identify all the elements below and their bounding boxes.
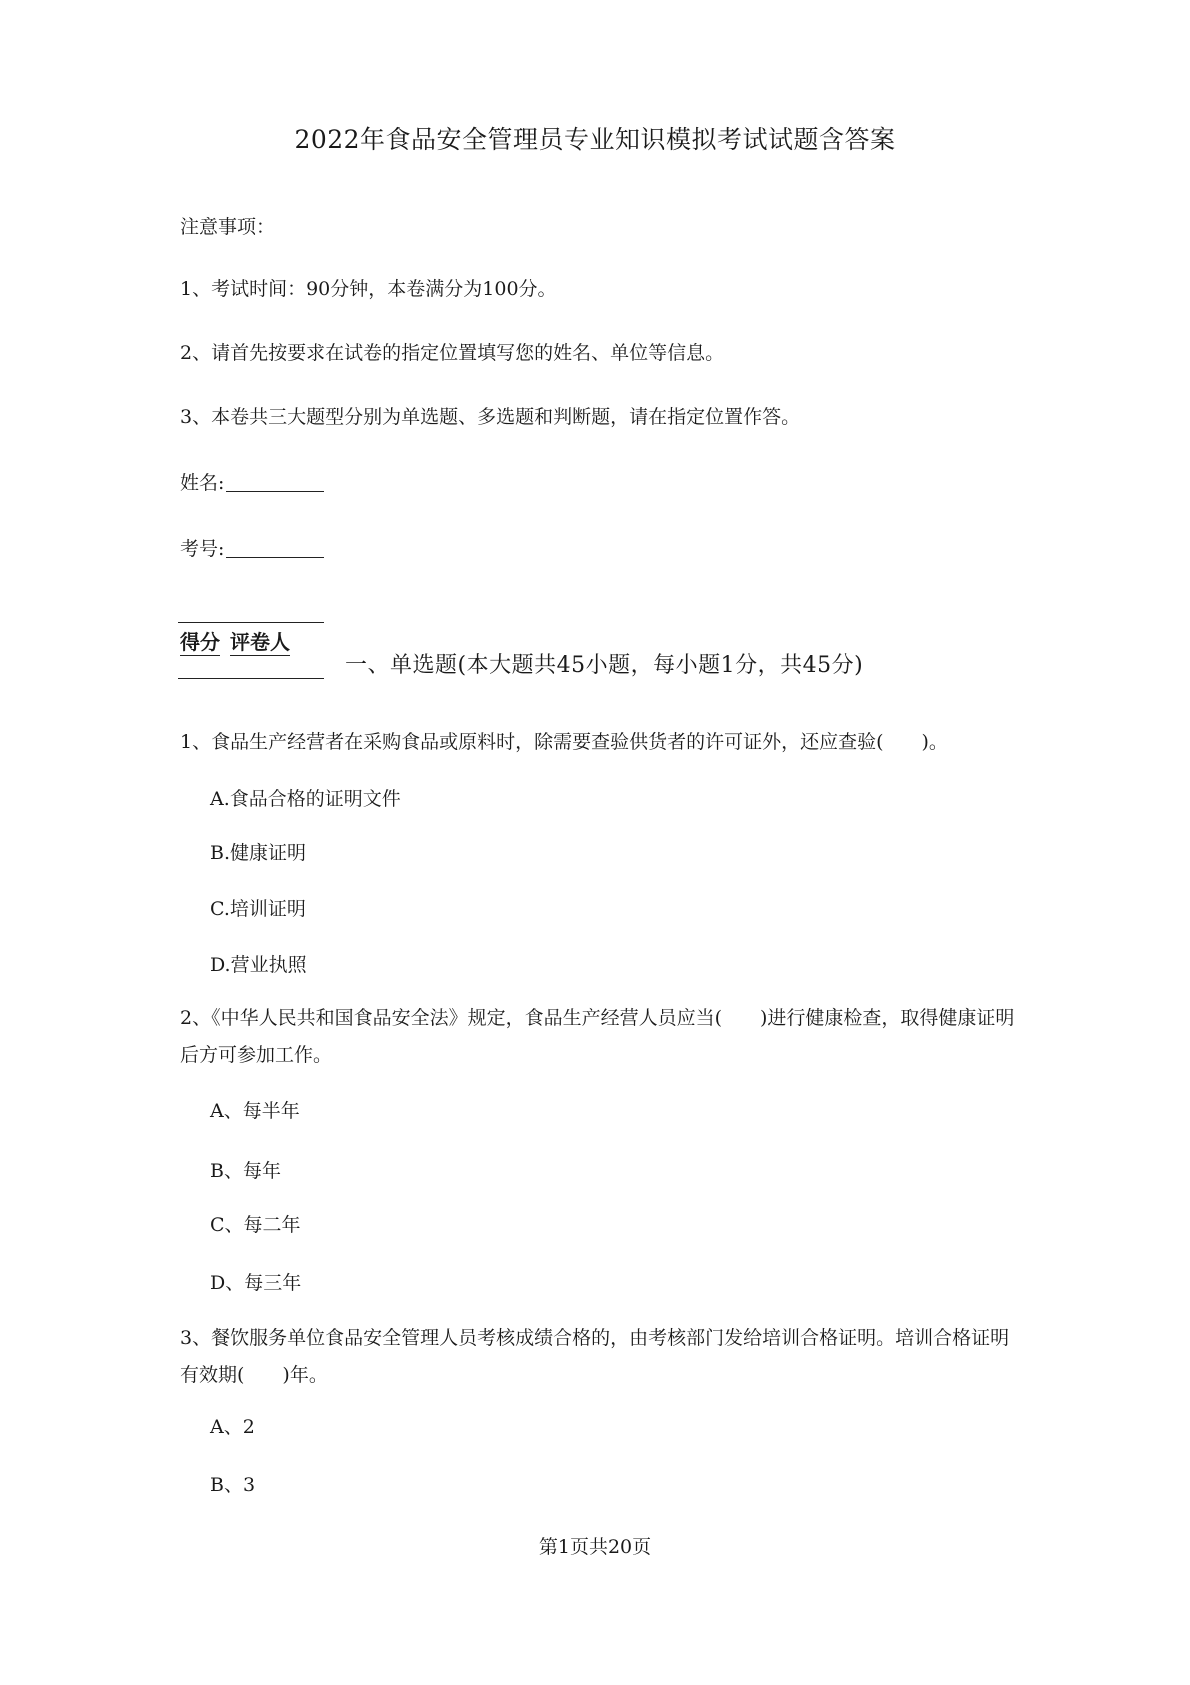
question-2-text: 2、《中华人民共和国食品安全法》规定，食品生产经营人员应当( )进行健康检查，取得健康证明后方可参加工作。 — [180, 1007, 1015, 1066]
question-2-option-b: B、每年 — [210, 1160, 281, 1182]
name-blank[interactable] — [226, 471, 324, 492]
score-box-top-rule — [178, 622, 324, 623]
grader-label: 评卷人 — [230, 630, 290, 654]
question-1-option-c: C.培训证明 — [210, 898, 306, 920]
page-number: 第1页共20页 — [538, 1536, 652, 1558]
question-1-text: 1、食品生产经营者在采购食品或原料时，除需要查验供货者的许可证外，还应查验( )。 — [180, 731, 948, 753]
score-label: 得分 — [180, 630, 220, 654]
notice-item-1: 1、考试时间：90分钟，本卷满分为100分。 — [180, 278, 557, 300]
notice-item-2: 2、请首先按要求在试卷的指定位置填写您的姓名、单位等信息。 — [180, 342, 725, 364]
exam-number-blank[interactable] — [226, 537, 324, 558]
section-title: 一、单选题(本大题共45小题，每小题1分，共45分) — [345, 653, 864, 678]
question-3-option-b: B、3 — [210, 1474, 256, 1496]
name-label: 姓名: — [180, 472, 225, 494]
question-1-option-d: D.营业执照 — [210, 954, 307, 976]
question-1-option-b: B.健康证明 — [210, 842, 307, 864]
question-1-option-a: A.食品合格的证明文件 — [210, 788, 401, 810]
document-title: 2022年食品安全管理员专业知识模拟考试试题含答案 — [294, 125, 896, 154]
score-box-labels — [180, 626, 290, 655]
question-2-option-a: A、每半年 — [210, 1100, 300, 1122]
name-field — [180, 468, 324, 495]
score-box-bottom-rule — [178, 678, 324, 679]
notice-item-3: 3、本卷共三大题型分别为单选题、多选题和判断题，请在指定位置作答。 — [180, 406, 801, 428]
exam-number-label: 考号: — [180, 538, 225, 560]
exam-number-field — [180, 534, 324, 561]
question-3-text: 3、餐饮服务单位食品安全管理人员考核成绩合格的，由考核部门发给培训合格证明。培训合格证明有效期( )年。 — [180, 1327, 1010, 1386]
notice-heading: 注意事项： — [180, 216, 276, 238]
question-3-option-a: A、2 — [210, 1416, 255, 1438]
score-box — [178, 610, 324, 680]
question-2-option-c: C、每二年 — [210, 1214, 301, 1236]
question-2-option-d: D、每三年 — [210, 1272, 302, 1294]
